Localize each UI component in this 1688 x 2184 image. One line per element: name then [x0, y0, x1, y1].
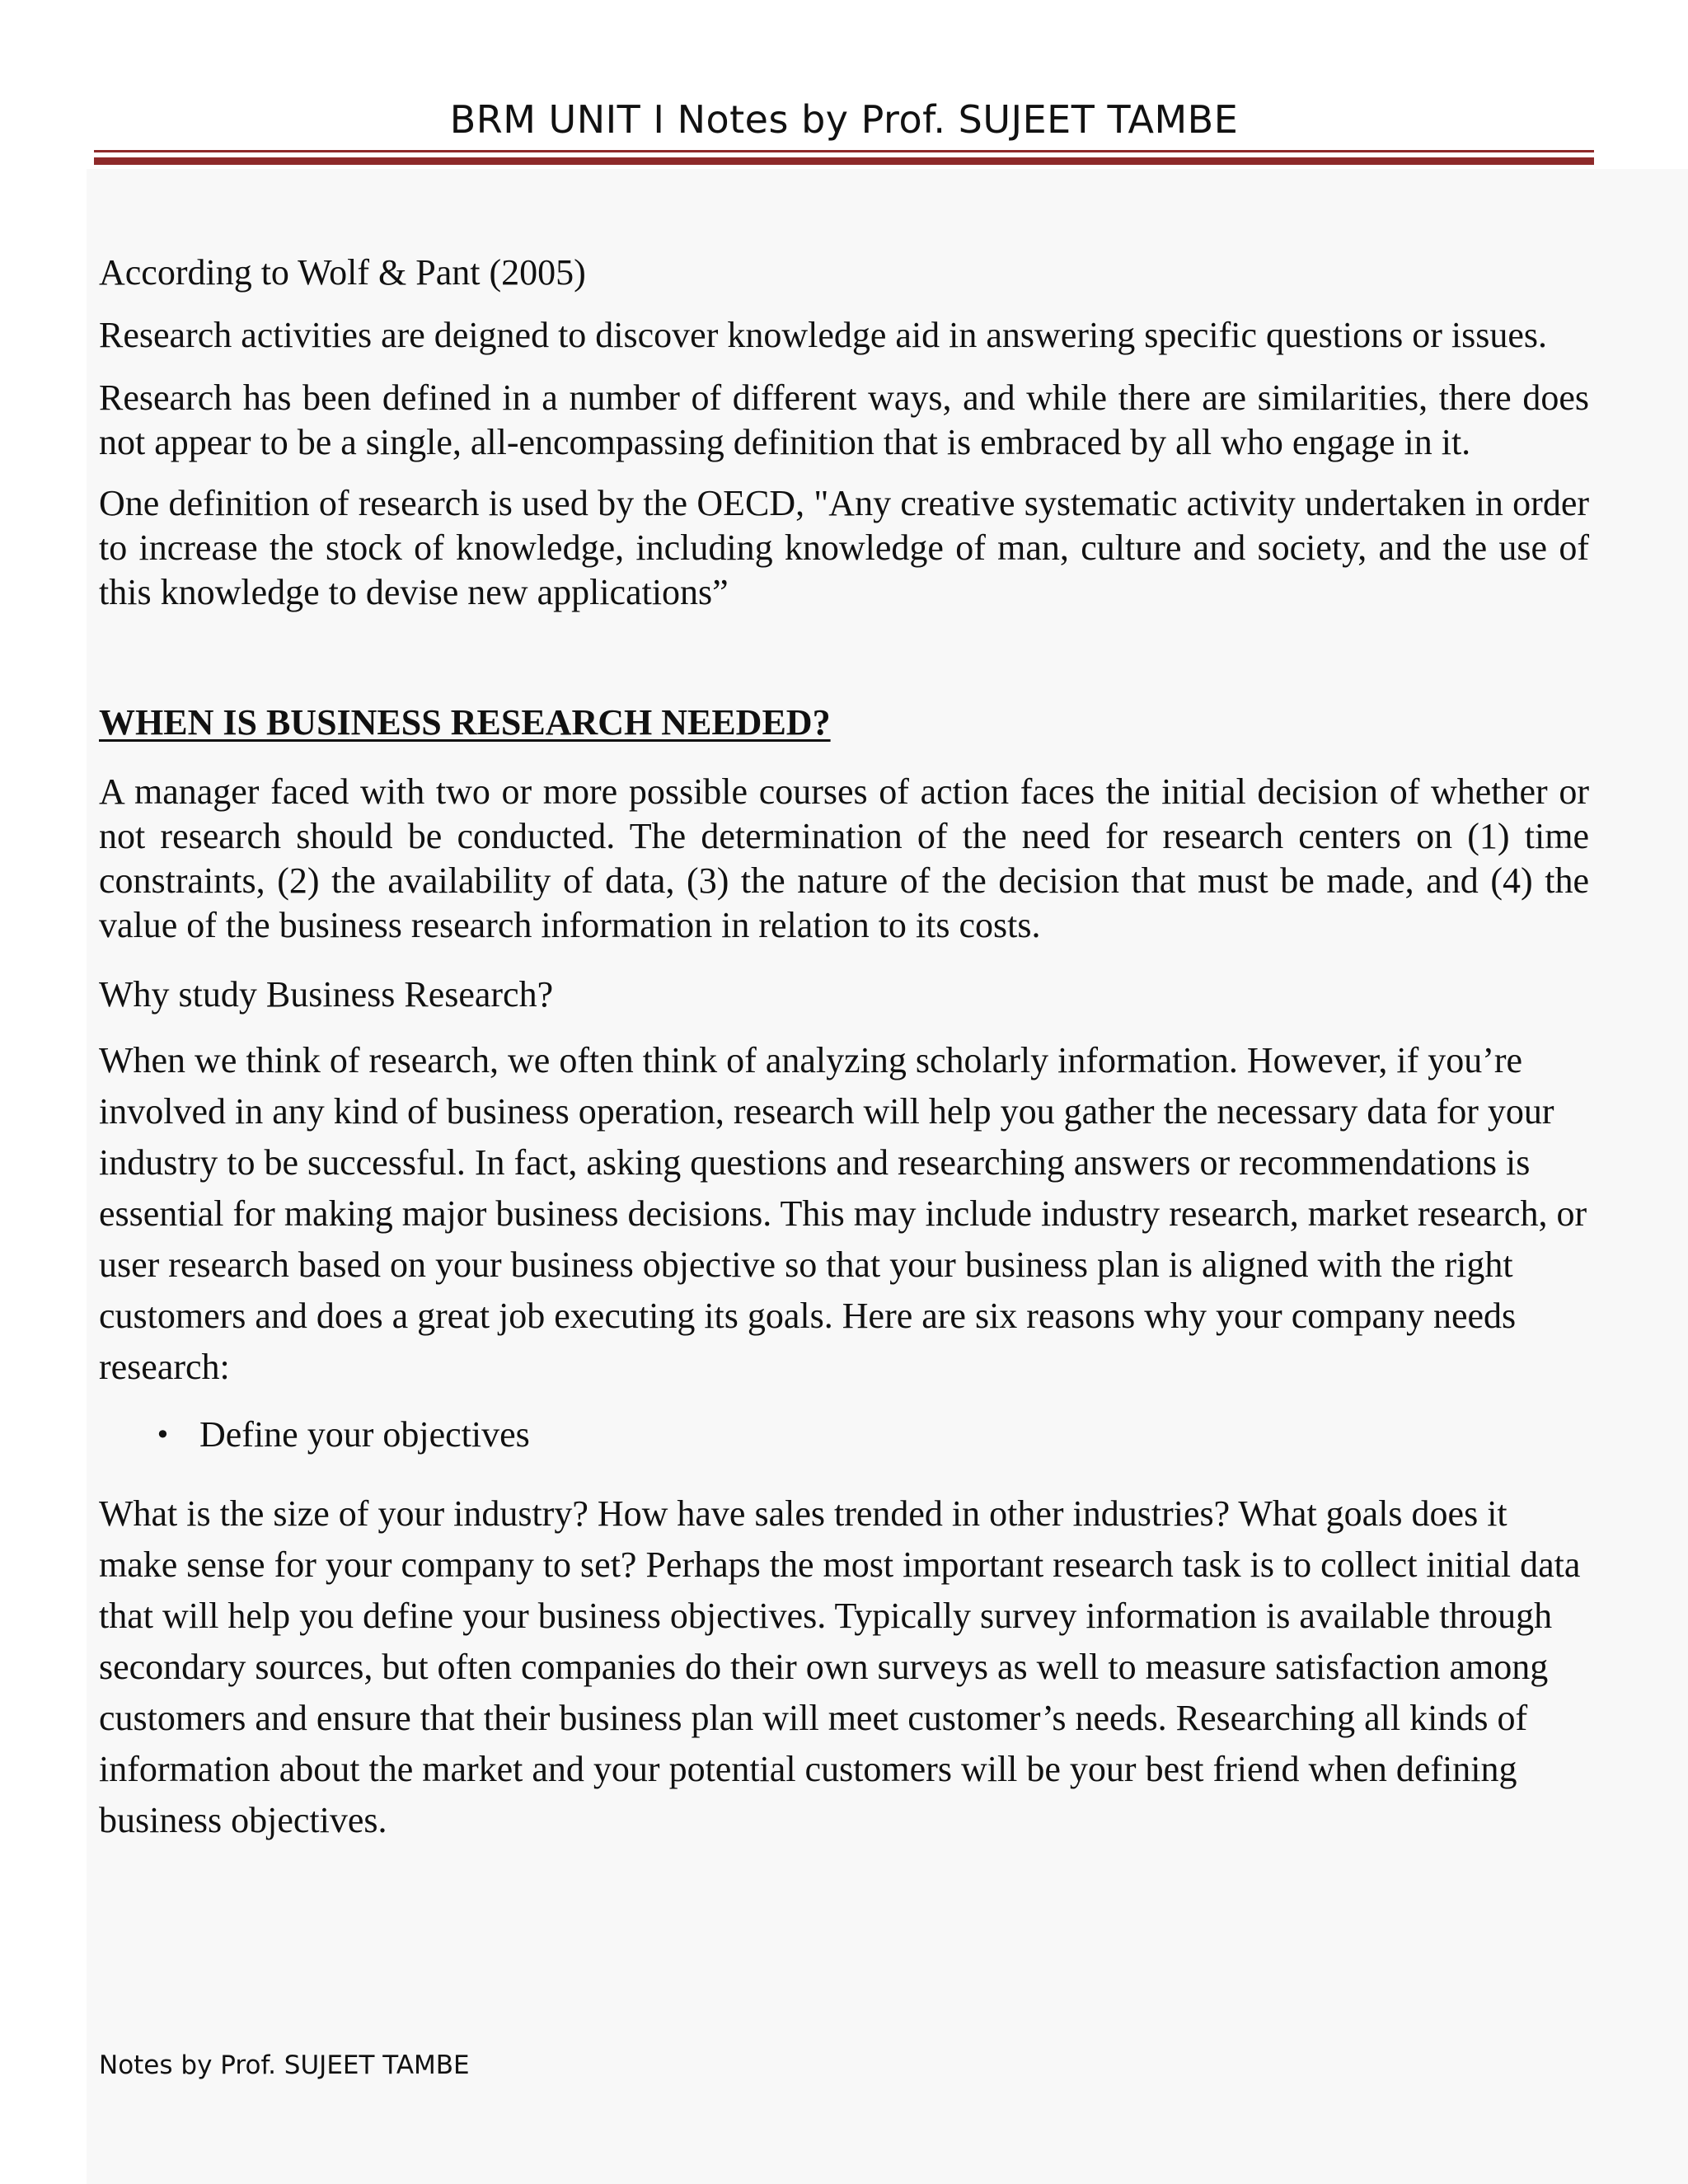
- paragraph-define-objectives: What is the size of your industry? How have sales trended in other industries? What goals does it make sense for your company to set? Perhaps the most important research task is to collect initial data that will help you define your business objectives. Typically survey information is available through secondary sources, but often companies do their own surveys as well to measure satisfaction among customers and ensure that their business plan will meet customer’s needs. Researching all kinds of information about the market and your potential customers will be your best friend when defining business objectives.: [99, 1493, 1581, 1840]
- citation-line: According to Wolf & Pant (2005): [99, 252, 586, 293]
- paragraph-why-study: When we think of research, we often think of analyzing scholarly information. However, if you’re involved in any kind of business operation, research will help you gather the necessary data for your industry to be successful. In fact, asking questions and researching answers or recommendations is essential for making major business decisions. This may include industry research, market research, or user research based on your business objective so that your business plan is aligned with the right customers and does a great job executing its goals. Here are six reasons why your company needs research:: [99, 1040, 1587, 1387]
- header-rule-thin: [94, 150, 1594, 152]
- document-body: [99, 247, 1589, 1846]
- paragraph-research-activities: Research activities are deigned to discover knowledge aid in answering specific questions or issues.: [99, 315, 1548, 355]
- header-rule-thick: [94, 157, 1594, 165]
- bullet-list: [99, 1409, 1589, 1460]
- bullet-marker: •: [155, 1419, 171, 1451]
- bullet-text: Define your objectives: [199, 1414, 530, 1455]
- list-item: [99, 1409, 1589, 1460]
- section-heading: WHEN IS BUSINESS RESEARCH NEEDED?: [99, 702, 831, 743]
- page-header-title: BRM UNIT I Notes by Prof. SUJEET TAMBE: [449, 97, 1239, 142]
- paragraph-research-need: A manager faced with two or more possible courses of action faces the initial decision of whether or not research should be conducted. The determination of the need for research centers on (1) time constraints, (2) the availability of data, (3) the nature of the decision that must be made, and (4) the value of the business research information in relation to its costs.: [99, 771, 1589, 945]
- paragraph-oecd-definition: One definition of research is used by the OECD, "Any creative systematic activity undertaken in order to increase the stock of knowledge, including knowledge of man, culture and society, and the use of this knowledge to devise new applications”: [99, 483, 1589, 612]
- subheading-why-study: Why study Business Research?: [99, 974, 554, 1015]
- page-footer: Notes by Prof. SUJEET TAMBE: [99, 2050, 470, 2080]
- paragraph-research-definitions: Research has been defined in a number of different ways, and while there are similarities, there does not appear to be a single, all-encompassing definition that is embraced by all who engage in it.: [99, 377, 1589, 462]
